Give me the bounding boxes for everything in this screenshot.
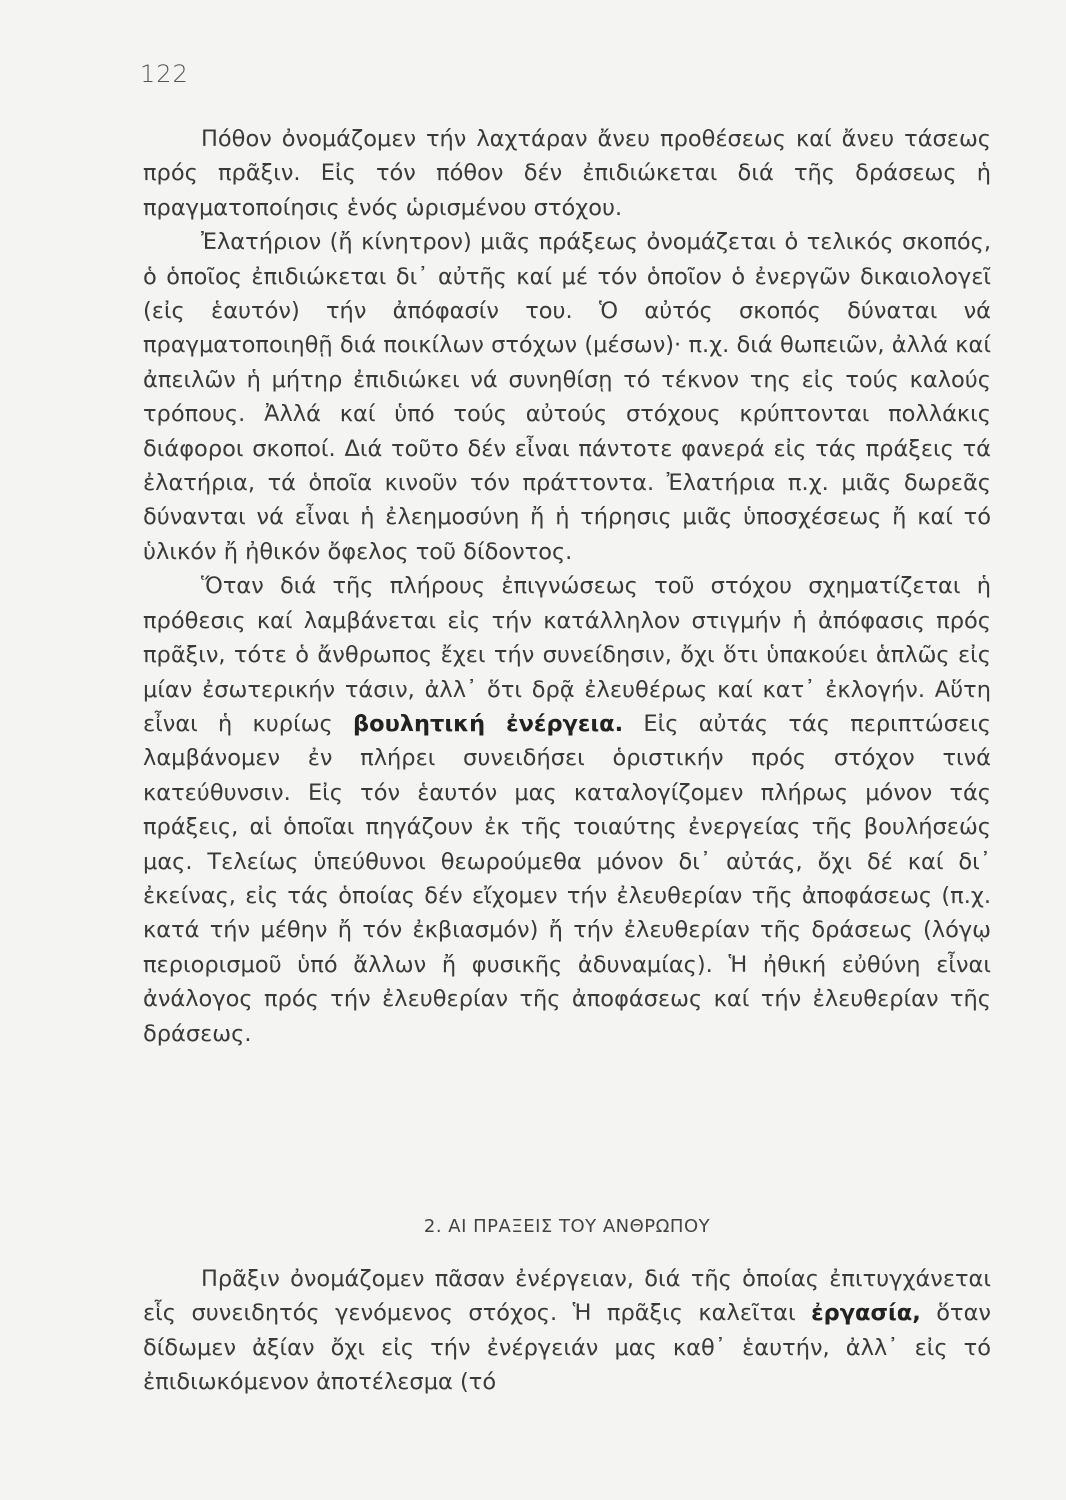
text-span: Πρᾶξιν ὀνομάζομεν πᾶσαν ἐνέργειαν, διά τῆς ὁποίας ἐπιτυγχάνεται εἷς συνειδητός γενόμενος στόχος. Ἡ πρᾶξις καλεῖται <box>143 1266 991 1327</box>
term-ergasia: ἐργασία, <box>811 1300 921 1327</box>
section-body-text <box>143 1262 991 1400</box>
term-pothos: Πόθον <box>201 126 272 152</box>
paragraph-elaterion <box>143 225 991 569</box>
term-boulitiki-energeia: βουλητική ἐνέργεια. <box>353 710 624 737</box>
text-span: δέν ἐπιδιώκεται διά τῆς δράσεως ἡ πραγματοποίησις ἑνός ὡρισμένου στόχου. <box>143 160 991 221</box>
paragraph-boulitiki <box>143 569 991 1051</box>
section-heading: 2. ΑΙ ΠΡΑΞΕΙΣ ΤΟΥ ΑΝΘΡΩΠΟΥ <box>423 1216 711 1237</box>
text-span: (ἤ κίνητρον) μιᾶς πράξεως ὀνομάζεται ὁ τελικός σκοπός, ὁ ὁποῖος ἐπιδιώκεται δι᾽ αὐτῆς καί μέ τόν ὁποῖον ὁ ἐνεργῶν δικαιολογεῖ (εἰς ἑαυτόν) τήν ἀπόφασίν του. Ὁ αὐτός σκοπός δύναται νά πραγματοποιηθῇ διά ποικίλων στόχων (μέσων)· π.χ. διά θωπειῶν, ἀλλά καί ἀπειλῶν ἡ μήτηρ ἐπιδιώκει νά συνηθίσῃ τό τέκνον της εἰς τούς καλούς τρόπους. Ἀλλά καί ὑπό τούς αὐτούς στόχους κρύπτονται πολλάκις διάφοροι σκοποί. Διά τοῦτο δέν εἶναι πάντοτε φανερά εἰς τάς πράξεις τά ἐλατήρια, τά ὁποῖα κινοῦν τόν πράττοντα. Ἐλατήρια π.χ. μιᾶς δωρεᾶς δύνανται νά εἶναι ἡ ἐλεημοσύνη ἤ ἡ τήρησις μιᾶς ὑποσχέσεως ἤ καί τό ὑλικόν ἤ ἠθικόν ὄφελος τοῦ δίδοντος. <box>143 229 991 565</box>
page-number: 122 <box>140 60 189 88</box>
text-span: ὀνομάζομεν τήν λαχτάραν ἄνευ προθέσεως καί ἄνευ τάσεως πρός πρᾶξιν. Εἰς τόν <box>143 126 991 187</box>
body-text <box>143 122 991 1051</box>
text-span: Εἰς αὐτάς τάς περιπτώσεις λαμβάνομεν ἐν πλήρει συνειδήσει ὁριστικήν πρός στόχον τινά κατεύθυνσιν. Εἰς τόν ἑαυτόν μας καταλογίζομεν πλήρως μόνον τάς πράξεις, αἱ ὁποῖαι πηγάζουν ἐκ τῆς τοιαύτης ἐνεργείας τῆς βουλήσεώς μας. Τελείως ὑπεύθυνοι θεωρούμεθα μόνον δι᾽ αὐτάς, ὄχι δέ καί δι᾽ ἐκείνας, εἰς τάς ὁποίας δέν εἴχομεν τήν ἐλευθερίαν τῆς ἀποφάσεως (π.χ. κατά τήν μέθην ἤ τόν ἐκβιασμόν) ἤ τήν ἐλευθερίαν τῆς δράσεως (λόγῳ περιορισμοῦ ὑπό ἄλλων ἤ φυσικῆς ἀδυναμίας). Ἡ ἠθική εὐθύνη εἶναι ἀνάλογος πρός τήν ἐλευθερίαν τῆς ἀποφάσεως καί τήν ἐλευθερίαν τῆς δράσεως. <box>143 710 991 1047</box>
paragraph-pothos <box>143 122 991 225</box>
paragraph-praxis <box>143 1262 991 1400</box>
term-elaterion: Ἐλατήριον <box>201 229 322 256</box>
text-span: ὅταν δίδωμεν ἀξίαν ὄχι εἰς τήν ἐνέργειάν μας καθ᾽ ἑαυτήν, ἀλλ᾽ εἰς τό ἐπιδιωκόμενον ἀποτέλεσμα (τό <box>143 1300 991 1396</box>
text-span: Ὅταν διά τῆς πλήρους ἐπιγνώσεως τοῦ στόχου σχηματίζεται ἡ πρόθεσις καί λαμβάνεται εἰς τήν κατάλληλον στιγμήν ἡ ἀπόφασις πρός πρᾶξιν, τότε ὁ ἄνθρωπος ἔχει τήν συνείδησιν, ὄχι ὅτι ὑπακούει ἁπλῶς εἰς μίαν ἐσωτερικήν τάσιν, ἀλλ᾽ ὅτι δρᾷ ἐλευθέρως καί κατ᾽ ἐκλογήν. Αὕτη εἶναι ἡ κυρίως <box>143 573 991 737</box>
term-pothos-2: πόθον <box>436 160 504 187</box>
